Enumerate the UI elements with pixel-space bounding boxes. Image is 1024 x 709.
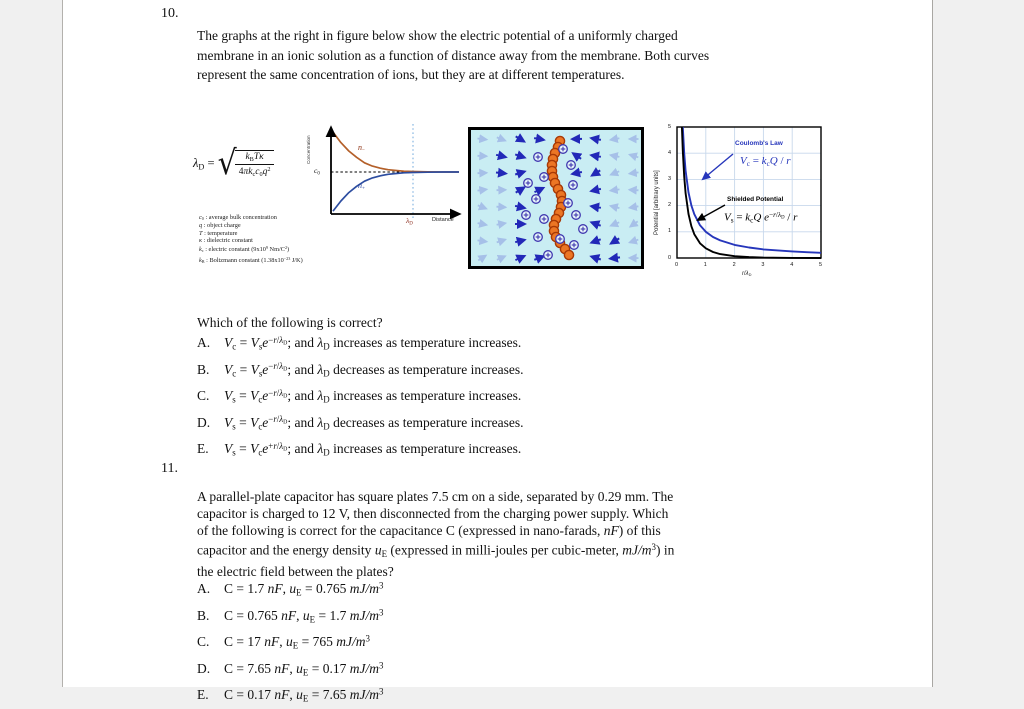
option-text: C = 0.765 nF, $u_E = 1.7$ $mJ/m^3$ bbox=[224, 608, 383, 623]
option-label: E. bbox=[197, 685, 224, 705]
text-line: membrane in an ionic solution as a function of distance away from the membrane. Both curves bbox=[197, 46, 709, 66]
option-row bbox=[197, 384, 523, 410]
option-row bbox=[197, 603, 383, 629]
debye-length-formula: $\lambda_D$ = √ $\frac{k_BT\kappa}{4\pi k_cc_0q^2}$ bbox=[193, 150, 274, 178]
option-label: C. bbox=[197, 386, 224, 406]
concentration-graph bbox=[301, 116, 471, 246]
question-10-text bbox=[197, 26, 709, 85]
text-line: The graphs at the right in figure below show the electric potential of a uniformly charged bbox=[197, 26, 709, 46]
legend-line: $k_c$ : electric constant ($9x10^9$ $Nm/C^2$) bbox=[199, 244, 303, 255]
option-text: $V_s = V_ce^{-r/\lambda_D}$; and $\lambda_D$ decreases as temperature increases. bbox=[224, 415, 523, 430]
shielded-formula: $V_s = k_cQ$ $e^{-r/\lambda_D}$ / r bbox=[724, 211, 797, 225]
legend-line: $c_0$ : average bulk concentration bbox=[199, 214, 303, 222]
option-text: C = 17 nF, $u_E = 765$ $mJ/m^3$ bbox=[224, 634, 370, 649]
tick-label: 2 bbox=[733, 262, 736, 268]
option-row bbox=[197, 630, 383, 656]
text-line: of the following is correct for the capacitance C (expressed in nano-farads, nF) of this bbox=[197, 522, 674, 539]
question-11-number: 11. bbox=[161, 461, 178, 477]
option-row bbox=[197, 577, 383, 603]
text-line: capacitor is charged to 12 V, then disconnected from the charging power supply. Which bbox=[197, 505, 674, 522]
tick-label: 2 bbox=[659, 202, 671, 208]
y-axis-label: Concentration bbox=[306, 135, 311, 164]
n-minus-annotation: $n_-$ bbox=[358, 143, 365, 153]
tick-label: 3 bbox=[761, 262, 764, 268]
option-label: A. bbox=[197, 579, 224, 599]
tick-label: 0 bbox=[675, 262, 678, 268]
text-line: represent the same concentration of ions, but they are at different temperatures. bbox=[197, 65, 709, 85]
text-line: capacitor and the energy density $u_E$ (expressed in milli-joules per cubic-meter, $mJ/m^3$) in bbox=[197, 539, 674, 563]
option-row bbox=[197, 331, 523, 357]
option-row bbox=[197, 437, 523, 463]
tick-label: 5 bbox=[819, 262, 822, 268]
fraction-numerator: $k_BT\kappa$ bbox=[235, 152, 275, 165]
concentration-chart-canvas bbox=[301, 116, 471, 246]
tick-label: 1 bbox=[704, 262, 707, 268]
fraction-denominator: $4\pi k_cc_0q^2$ bbox=[235, 165, 275, 178]
question-10-prompt: Which of the following is correct? bbox=[197, 315, 383, 331]
tick-label: 0 bbox=[659, 255, 671, 261]
option-label: B. bbox=[197, 606, 224, 626]
question-11-text bbox=[197, 488, 674, 580]
formula-legend bbox=[199, 214, 303, 265]
option-label: B. bbox=[197, 360, 224, 380]
option-text: $V_s = V_ce^{+r/\lambda_D}$; and $\lambda_D$ increases as temperature increases. bbox=[224, 441, 521, 456]
legend-line: $k_B$ : Boltzmann constant ($1.38x10^{-23}$ J/K) bbox=[199, 255, 303, 266]
question-10-options bbox=[197, 331, 523, 463]
tick-label: 4 bbox=[659, 150, 671, 156]
legend-line: T : temperature bbox=[199, 230, 303, 237]
y-axis-label: Potential [arbitrary units] bbox=[654, 170, 660, 235]
option-label: A. bbox=[197, 333, 224, 353]
c0-annotation: $c_0$ bbox=[314, 166, 320, 176]
option-label: E. bbox=[197, 439, 224, 459]
tick-label: 3 bbox=[659, 176, 671, 182]
text-line: A parallel-plate capacitor has square plates 7.5 cm on a side, separated by 0.29 mm. The bbox=[197, 488, 674, 505]
option-text: C = 7.65 nF, $u_E = 0.17$ $mJ/m^3$ bbox=[224, 661, 383, 676]
coulomb-law-label: Coulomb's Law bbox=[735, 140, 783, 147]
option-row bbox=[197, 410, 523, 436]
ion-illustration-canvas bbox=[468, 127, 644, 269]
option-text: C = 1.7 nF, $u_E = 0.765$ $mJ/m^3$ bbox=[224, 581, 383, 596]
potential-graph bbox=[651, 113, 841, 283]
option-label: D. bbox=[197, 413, 224, 433]
lambda-d-annotation: $\lambda_D$ bbox=[406, 216, 413, 226]
x-axis-label: Distance bbox=[432, 217, 454, 223]
option-text: $V_c = V_se^{-r/\lambda_D}$; and $\lambda_D$ decreases as temperature increases. bbox=[224, 362, 523, 377]
option-row bbox=[197, 656, 383, 682]
option-label: C. bbox=[197, 632, 224, 652]
option-label: D. bbox=[197, 659, 224, 679]
document-page bbox=[62, 0, 933, 687]
option-text: C = 0.17 nF, $u_E = 7.65$ $mJ/m^3$ bbox=[224, 687, 383, 702]
option-text: $V_c = V_se^{-r/\lambda_D}$; and $\lambda_D$ increases as temperature increases. bbox=[224, 335, 521, 350]
tick-label: 5 bbox=[659, 124, 671, 130]
tick-label: 4 bbox=[790, 262, 793, 268]
question-10-number: 10. bbox=[161, 6, 179, 22]
legend-line: q : object charge bbox=[199, 222, 303, 229]
ion-solution-illustration bbox=[468, 127, 644, 269]
coulomb-formula: $V_c = k_cQ / r$ bbox=[740, 155, 791, 168]
tick-label: 1 bbox=[659, 228, 671, 234]
formula-lhs: $\lambda_D$ = bbox=[193, 156, 215, 171]
shielded-potential-label: Shielded Potential bbox=[727, 196, 783, 203]
x-axis-label: $r/\lambda_D$ bbox=[742, 271, 751, 277]
text-line: the electric field between the plates? bbox=[197, 563, 674, 580]
formula-fraction bbox=[235, 150, 275, 178]
option-text: $V_s = V_ce^{-r/\lambda_D}$; and $\lambda_D$ increases as temperature increases. bbox=[224, 388, 521, 403]
question-11-options bbox=[197, 577, 383, 709]
option-row bbox=[197, 357, 523, 383]
legend-line: κ : dielectric constant bbox=[199, 237, 303, 244]
n-plus-annotation: $n_+$ bbox=[358, 181, 365, 191]
